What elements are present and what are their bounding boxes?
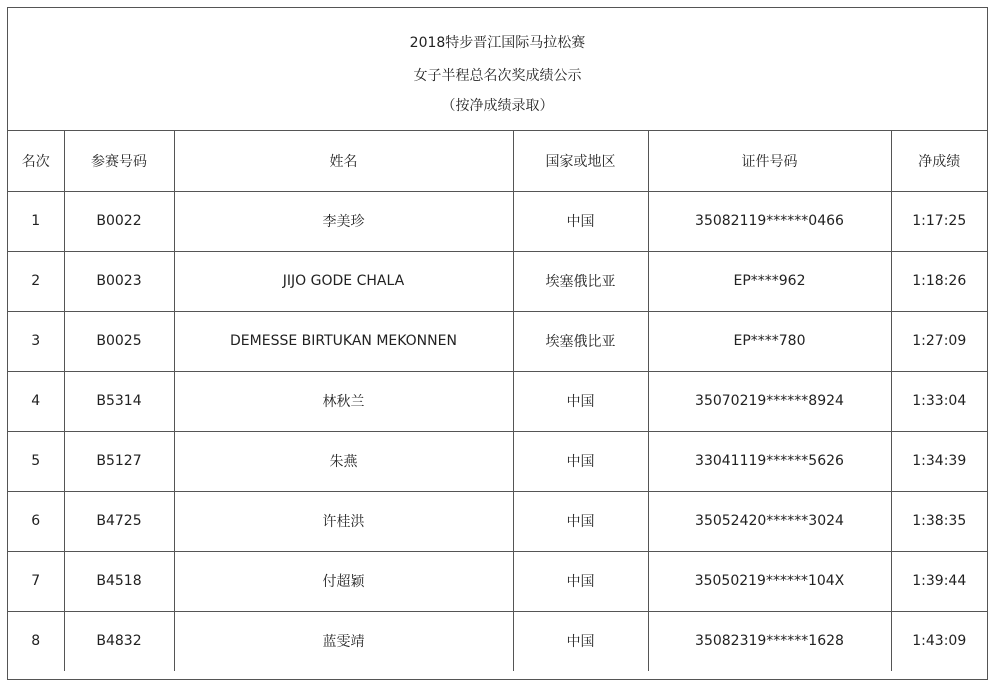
cell-country: 中国 xyxy=(513,191,648,251)
cell-rank: 8 xyxy=(8,611,64,671)
cell-country: 中国 xyxy=(513,491,648,551)
column-header-name: 姓名 xyxy=(174,131,513,191)
cell-net-time: 1:33:04 xyxy=(891,371,987,431)
cell-country: 中国 xyxy=(513,371,648,431)
cell-rank: 5 xyxy=(8,431,64,491)
cell-rank: 6 xyxy=(8,491,64,551)
cell-country: 中国 xyxy=(513,551,648,611)
cell-id: 35082119******0466 xyxy=(648,191,891,251)
cell-bib: B5127 xyxy=(64,431,174,491)
cell-bib: B4832 xyxy=(64,611,174,671)
cell-country: 中国 xyxy=(513,611,648,671)
cell-rank: 2 xyxy=(8,251,64,311)
notice-title: 女子半程总名次奖成绩公示 xyxy=(413,68,582,84)
table-row xyxy=(8,311,987,371)
cell-name: 付超颖 xyxy=(174,551,513,611)
cell-country: 埃塞俄比亚 xyxy=(513,311,648,371)
table-row xyxy=(8,191,987,251)
event-title: 2018特步晋江国际马拉松赛 xyxy=(409,35,586,51)
table-row xyxy=(8,371,987,431)
cell-bib: B0025 xyxy=(64,311,174,371)
cell-name: DEMESSE BIRTUKAN MEKONNEN xyxy=(174,311,513,371)
table-row xyxy=(8,551,987,611)
cell-id: 35070219******8924 xyxy=(648,371,891,431)
column-header-net-time: 净成绩 xyxy=(891,131,987,191)
cell-id: 35052420******3024 xyxy=(648,491,891,551)
cell-id: EP****962 xyxy=(648,251,891,311)
column-header-country: 国家或地区 xyxy=(513,131,648,191)
column-header-id: 证件号码 xyxy=(648,131,891,191)
results-notice xyxy=(7,7,988,680)
cell-name: JIJO GODE CHALA xyxy=(174,251,513,311)
cell-id: EP****780 xyxy=(648,311,891,371)
notice-subtitle: （按净成绩录取） xyxy=(441,98,554,114)
cell-name: 朱燕 xyxy=(174,431,513,491)
cell-net-time: 1:18:26 xyxy=(891,251,987,311)
cell-rank: 1 xyxy=(8,191,64,251)
table-header-row xyxy=(8,131,987,191)
cell-net-time: 1:39:44 xyxy=(891,551,987,611)
cell-net-time: 1:34:39 xyxy=(891,431,987,491)
cell-bib: B4518 xyxy=(64,551,174,611)
cell-name: 蓝雯靖 xyxy=(174,611,513,671)
cell-net-time: 1:38:35 xyxy=(891,491,987,551)
column-header-rank: 名次 xyxy=(8,131,64,191)
cell-bib: B4725 xyxy=(64,491,174,551)
cell-rank: 3 xyxy=(8,311,64,371)
cell-country: 中国 xyxy=(513,431,648,491)
cell-rank: 7 xyxy=(8,551,64,611)
cell-net-time: 1:43:09 xyxy=(891,611,987,671)
column-header-bib: 参赛号码 xyxy=(64,131,174,191)
cell-id: 35050219******104X xyxy=(648,551,891,611)
table-row xyxy=(8,251,987,311)
cell-country: 埃塞俄比亚 xyxy=(513,251,648,311)
cell-bib: B0023 xyxy=(64,251,174,311)
table-row xyxy=(8,611,987,671)
cell-id: 33041119******5626 xyxy=(648,431,891,491)
cell-net-time: 1:27:09 xyxy=(891,311,987,371)
cell-name: 许桂洪 xyxy=(174,491,513,551)
cell-name: 李美珍 xyxy=(174,191,513,251)
cell-rank: 4 xyxy=(8,371,64,431)
results-table xyxy=(8,131,987,671)
table-row xyxy=(8,491,987,551)
cell-id: 35082319******1628 xyxy=(648,611,891,671)
cell-bib: B5314 xyxy=(64,371,174,431)
cell-name: 林秋兰 xyxy=(174,371,513,431)
cell-net-time: 1:17:25 xyxy=(891,191,987,251)
table-row xyxy=(8,431,987,491)
title-block xyxy=(8,8,987,131)
cell-bib: B0022 xyxy=(64,191,174,251)
